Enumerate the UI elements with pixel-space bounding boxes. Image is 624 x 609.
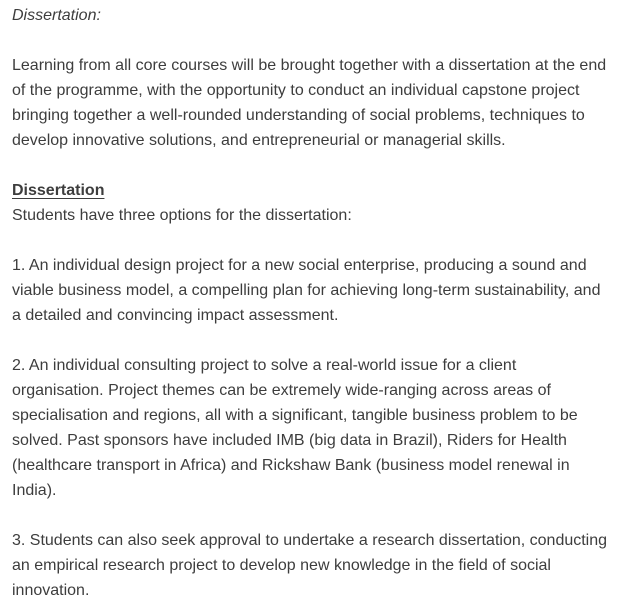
option-item-3: 3. Students can also seek approval to undertake a research dissertation, conducting an empirical research project to develop new knowledge in the field of social innovation. xyxy=(12,532,608,599)
intro-paragraph: Learning from all core courses will be brought together with a dissertation at the end of the programme, with the opportunity to conduct an individual capstone project bringing together a well-rounded understanding of social problems, techniques to develop innovative solutions, and entrepreneurial or managerial skills. xyxy=(12,57,607,149)
option-item-2: 2. An individual consulting project to solve a real-world issue for a client organisation. Project themes can be extremely wide-ranging across areas of specialisation and regions, all with a significant, tangible business problem to be solved. Past sponsors have included IMB (big data in Brazil), Riders for Health (healthcare transport in Africa) and Rickshaw Bank (business model renewal in India). xyxy=(12,357,578,499)
section-lead: Students have three options for the dissertation: xyxy=(12,207,352,224)
section-heading: Dissertation xyxy=(12,182,105,199)
option-item-1: 1. An individual design project for a new social enterprise, producing a sound and viable business model, a compelling plan for achieving long-term sustainability, and a detailed and convincing impact assessment. xyxy=(12,257,601,324)
intro-heading: Dissertation: xyxy=(12,7,101,24)
dissertation-section xyxy=(12,178,612,603)
